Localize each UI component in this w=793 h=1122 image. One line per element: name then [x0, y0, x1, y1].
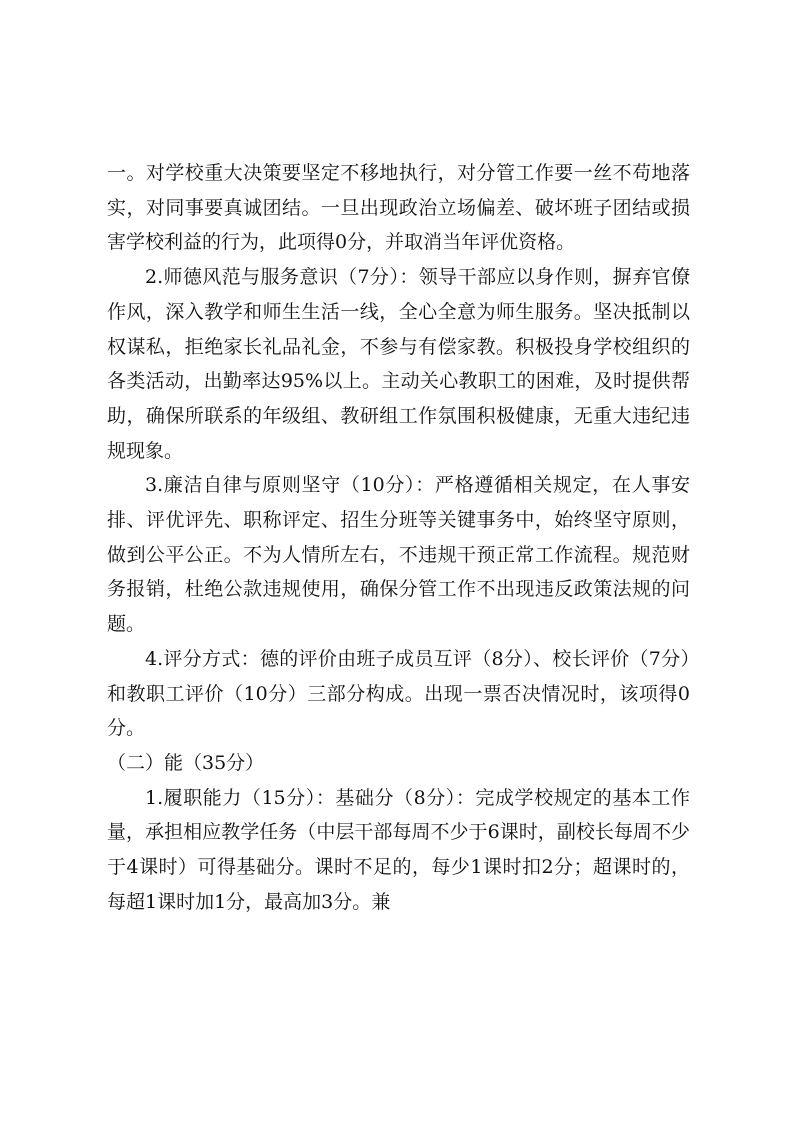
paragraph-scoring-method: 4.评分方式：德的评价由班子成员互评（8分）、校长评价（7分）和教职工评价（10分）三部分构成。出现一票否决情况时，该项得0分。 [107, 647, 690, 740]
paragraph-duty-ability: 1.履职能力（15分）：基础分（8分）：完成学校规定的基本工作量，承担相应教学任务（中层干部每周不少于6课时，副校长每周不少于4课时）可得基础分。课时不足的，每少1课时扣2分；超课时的，每超1课时加1分，最高加3分。兼 [107, 786, 690, 913]
paragraph-continuation: 一。对学校重大决策要坚定不移地执行，对分管工作要一丝不苟地落实，对同事要真诚团结。一旦出现政治立场偏差、破坏班子团结或损害学校利益的行为，此项得0分，并取消当年评优资格。 [107, 162, 690, 254]
paragraph-ethics-service: 2.师德风范与服务意识（7分）：领导干部应以身作则，摒弃官僚作风，深入教学和师生生活一线，全心全意为师生服务。坚决抵制以权谋私，拒绝家长礼品礼金，不参与有偿家教。积极投身学校组织的各类活动，出勤率达95%以上。主动关心教职工的困难，及时提供帮助，确保所联系的年级组、教研组工作氛围积极健康，无重大违纪违规现象。 [107, 266, 690, 462]
document-body [107, 156, 690, 919]
section-heading-ability: （二）能（35分） [107, 751, 265, 774]
paragraph-integrity-principles: 3.廉洁自律与原则坚守（10分）：严格遵循相关规定，在人事安排、评优评先、职称评定、招生分班等关键事务中，始终坚守原则，做到公平公正。不为人情所左右，不违规干预正常工作流程。规范财务报销，杜绝公款违规使用，确保分管工作不出现违反政策法规的问题。 [107, 474, 690, 636]
